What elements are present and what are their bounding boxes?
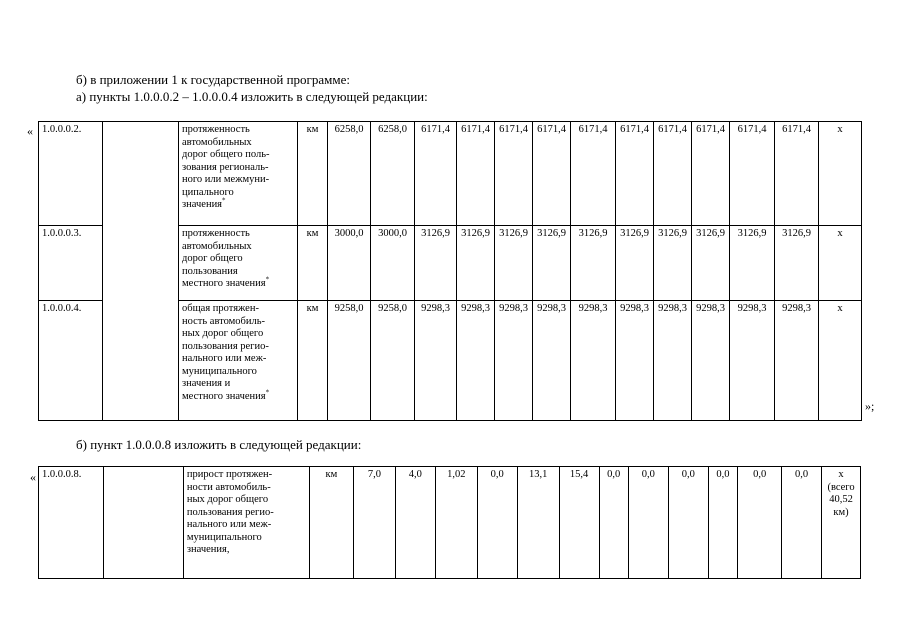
table1-open-quote: « [27,124,33,138]
value-cell: 3126,9 [775,226,819,301]
value-cell: 6171,4 [533,122,571,226]
row-last: х (всего 40,52 км) [822,467,861,579]
row-unit: км [298,301,328,421]
value-cell: 9298,3 [533,301,571,421]
indicators-table [38,121,862,421]
value-cell: 6171,4 [571,122,616,226]
value-cell: 3000,0 [371,226,415,301]
value-cell: 0,0 [477,467,517,579]
row-last: х [819,301,862,421]
row-name: протяженность автомобильных дорог общего пользования местного значения [182,228,266,289]
value-cell: 0,0 [668,467,708,579]
row-code: 1.0.0.0.2. [39,122,103,226]
footnote-mark: * [265,275,270,284]
value-cell: 6171,4 [415,122,457,226]
value-cell: 6171,4 [495,122,533,226]
row-last: х [819,226,862,301]
value-cell: 3126,9 [495,226,533,301]
row-name: прирост протяжен- ности автомобиль- ных дорог общего пользования регио- нального или меж- муниципального значения, [183,467,309,579]
table1-close-quote: »; [865,399,875,413]
value-cell: 6258,0 [328,122,371,226]
row-unit: км [309,467,353,579]
value-cell: 9298,3 [730,301,775,421]
value-cell: 9298,3 [775,301,819,421]
row-last: х [819,122,862,226]
value-cell: 4,0 [395,467,435,579]
value-cell: 6258,0 [371,122,415,226]
empty-merged-cell [103,122,179,421]
value-cell: 3126,9 [654,226,692,301]
value-cell: 3126,9 [533,226,571,301]
value-cell: 0,0 [708,467,737,579]
empty-cell [104,467,184,579]
value-cell: 9298,3 [654,301,692,421]
value-cell: 7,0 [353,467,395,579]
row-code: 1.0.0.0.4. [39,301,103,421]
row-unit: км [298,122,328,226]
value-cell: 6171,4 [654,122,692,226]
value-cell: 9258,0 [371,301,415,421]
value-cell: 6171,4 [457,122,495,226]
value-cell: 6171,4 [775,122,819,226]
value-cell: 0,0 [628,467,668,579]
table2-open-quote: « [30,470,36,484]
value-cell: 3126,9 [730,226,775,301]
value-cell: 9298,3 [495,301,533,421]
value-cell: 3126,9 [571,226,616,301]
value-cell: 9298,3 [457,301,495,421]
value-cell: 6171,4 [730,122,775,226]
value-cell: 9298,3 [415,301,457,421]
value-cell: 0,0 [738,467,782,579]
value-cell: 9298,3 [692,301,730,421]
row-name-cell [179,301,298,421]
footnote-mark: * [265,388,270,396]
intro-line-1: б) в приложении 1 к государственной программе: [76,72,350,87]
value-cell: 0,0 [599,467,628,579]
row-name: протяженность автомобильных дорог общего поль- зования региональ- ного или межмуни- ципального значения [182,124,270,210]
value-cell: 3000,0 [328,226,371,301]
value-cell: 3126,9 [692,226,730,301]
row-name-cell [179,226,298,301]
value-cell: 1,02 [435,467,477,579]
growth-table [38,466,861,579]
row-code: 1.0.0.0.8. [39,467,104,579]
row-name-cell [179,122,298,226]
value-cell: 6171,4 [692,122,730,226]
row-code: 1.0.0.0.3. [39,226,103,301]
value-cell: 3126,9 [616,226,654,301]
value-cell: 3126,9 [415,226,457,301]
value-cell: 6171,4 [616,122,654,226]
value-cell: 15,4 [559,467,599,579]
value-cell: 9298,3 [616,301,654,421]
table-row [39,122,862,226]
value-cell: 9258,0 [328,301,371,421]
row-unit: км [298,226,328,301]
value-cell: 13,1 [517,467,559,579]
table-row [39,467,861,579]
value-cell: 3126,9 [457,226,495,301]
value-cell: 0,0 [782,467,822,579]
row-name: общая протяжен- ность автомобиль- ных дорог общего пользования регио- нального или меж- муниципального значения и местного значения [182,303,269,402]
value-cell: 9298,3 [571,301,616,421]
intro-line-2: а) пункты 1.0.0.0.2 – 1.0.0.0.4 изложить в следующей редакции: [76,89,428,104]
section-b-heading: б) пункт 1.0.0.0.8 изложить в следующей редакции: [76,437,362,452]
footnote-mark: * [222,196,226,205]
